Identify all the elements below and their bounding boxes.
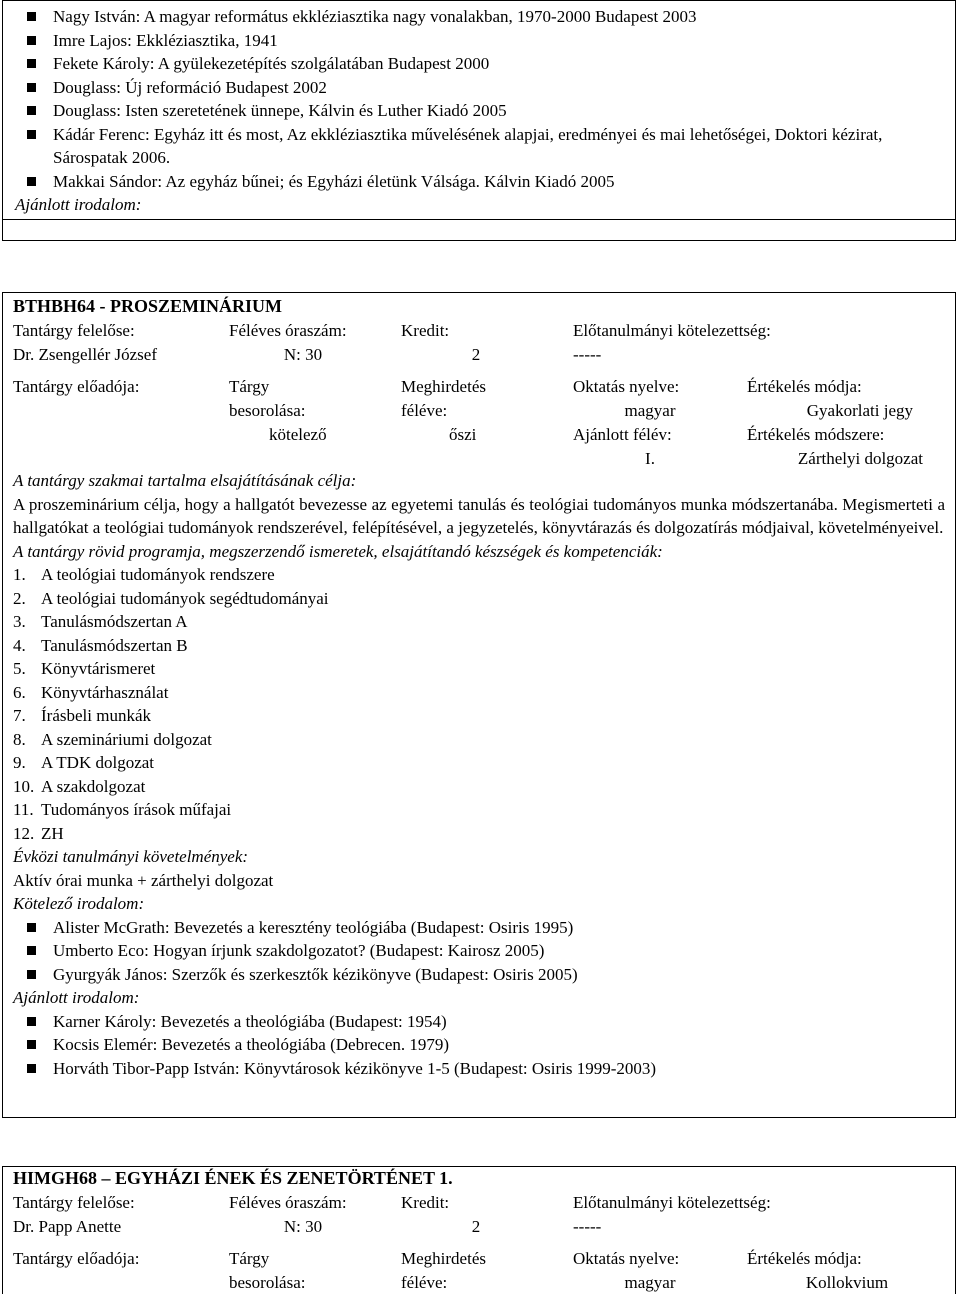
course2-responsible-label: Tantárgy felelőse: (13, 1193, 135, 1212)
reference-item (3, 170, 955, 194)
reference-item (3, 99, 955, 123)
course-heading: BTHBH64 - PROSZEMINÁRIUM (13, 296, 283, 316)
mandatory-literature-item (3, 939, 945, 963)
course2-evaluation-label: Értékelés módja: (747, 1249, 862, 1268)
recommended-literature-item-text: Karner Károly: Bevezetés a theológiába (Budapest: 1954) (53, 1011, 447, 1031)
prerequisite-label: Előtanulmányi kötelezettség: (573, 321, 771, 340)
reference-item-text: Nagy István: A magyar református ekkléziasztika nagy vonalakban, 1970-2000 Budapest 2003 (53, 7, 697, 26)
square-bullet-icon (27, 59, 36, 68)
program-item (13, 657, 945, 681)
course2-evaluation-value: Kollokvium (805, 1273, 889, 1292)
course2-language-value: magyar (624, 1273, 676, 1292)
reference-item-text: Imre Lajos: Ekkléziasztika, 1941 (53, 30, 278, 50)
evaluation-label: Értékelés módja: (747, 377, 862, 396)
course2-credit-value: 2 (471, 1217, 481, 1236)
square-bullet-icon (27, 177, 36, 186)
program-item-text: Tanulásmódszertan A (41, 612, 188, 631)
square-bullet-icon (27, 946, 36, 955)
program-item (13, 728, 945, 752)
course-info-grid (3, 293, 955, 469)
classification-label-line2: besorolása: (229, 401, 306, 420)
course2-classification-label-line1: Tárgy (229, 1249, 270, 1268)
course-box-proszeminarium (2, 292, 956, 1118)
program-item-text: A szemináriumi dolgozat (41, 729, 212, 749)
square-bullet-icon (27, 923, 36, 932)
recommended-literature-item (3, 1033, 945, 1057)
program-item-text: A teológiai tudományok rendszere (41, 565, 275, 584)
program-item (13, 587, 945, 611)
reference-item (3, 76, 955, 100)
evaluation-value: Gyakorlati jegy (806, 401, 913, 420)
program-item-number: 8. (13, 729, 26, 749)
classification-label-line1: Tárgy (229, 377, 270, 396)
recommended-literature-item-text: Kocsis Elemér: Bevezetés a theológiába (Debrecen. 1979) (53, 1035, 450, 1054)
course2-classification-label-line2: besorolása: (229, 1273, 306, 1292)
credit-label: Kredit: (401, 321, 450, 340)
lecturer-label: Tantárgy előadója: (13, 377, 140, 396)
credit-value: 2 (471, 345, 481, 364)
mandatory-literature-item-text: Umberto Eco: Hogyan írjunk szakdolgozatot? (Budapest: Kairosz 2005) (53, 941, 545, 960)
requirements-value: Aktív órai munka + zárthelyi dolgozat (13, 870, 274, 890)
recommended-literature-item-text: Horváth Tibor-Papp István: Könyvtárosok kézikönyve 1-5 (Budapest: Osiris 1999-2003) (53, 1058, 657, 1078)
program-item-number: 9. (13, 753, 26, 772)
program-item (13, 681, 945, 705)
mandatory-literature-item-text: Alister McGrath: Bevezetés a keresztény teológiába (Budapest: Osiris 1995) (53, 917, 574, 937)
course2-credit-label: Kredit: (401, 1193, 450, 1212)
course2-language-label: Oktatás nyelve: (573, 1249, 680, 1268)
square-bullet-icon (27, 1040, 36, 1049)
responsible-label: Tantárgy felelőse: (13, 321, 135, 340)
reference-item-text: Fekete Károly: A gyülekezetépítés szolgálatában Budapest 2000 (53, 54, 490, 73)
square-bullet-icon (27, 36, 36, 45)
program-item-text: Tudományos írások műfajai (41, 800, 232, 819)
aim-text: A proszeminárium célja, hogy a hallgatót bevezesse az egyetemi tanulás és teológiai tudományos munka módszertanába. Megismerteti a hallgatókat a teológiai tudományok rendszerével, felépítésével, a jegyzetelés, könyvtárazás és dolgozatírás módjaival, követelményeivel. (13, 494, 945, 537)
program-item-number: 1. (13, 565, 26, 584)
program-item-number: 12. (13, 823, 35, 843)
course2-announcement-label-line1: Meghirdetés (401, 1249, 486, 1268)
previous-recommended-empty-row (3, 219, 955, 242)
program-item (13, 798, 945, 822)
square-bullet-icon (27, 970, 36, 979)
recommended-literature-item (3, 1010, 945, 1034)
program-item (13, 775, 945, 799)
program-item-text: Írásbeli munkák (41, 706, 151, 725)
program-item-text: A teológiai tudományok segédtudományai (41, 588, 329, 608)
requirements-label: Évközi tanulmányi követelmények: (13, 847, 249, 866)
course-box-egyhazi-enek (2, 1166, 956, 1294)
hours-label: Féléves óraszám: (229, 321, 347, 340)
program-item (13, 822, 945, 846)
program-item (13, 610, 945, 634)
program-item-text: A TDK dolgozat (41, 753, 155, 772)
reference-item (3, 123, 955, 170)
program-item-number: 4. (13, 635, 26, 655)
reference-item-text: Kádár Ferenc: Egyház itt és most, Az ekkléziasztika művelésének alapjai, eredményei és mai lehetőségei, Doktori kézirat, Sárospatak 2006. (53, 124, 883, 167)
language-label: Oktatás nyelve: (573, 377, 680, 396)
program-item (13, 704, 945, 728)
reference-item (3, 29, 955, 53)
reference-item-text: Makkai Sándor: Az egyház bűnei; és Egyházi életünk Válsága. Kálvin Kiadó 2005 (53, 171, 615, 191)
course2-responsible-value: Dr. Papp Anette (13, 1217, 122, 1236)
mandatory-literature-item (3, 963, 945, 987)
course2-heading: HIMGH68 – EGYHÁZI ÉNEK ÉS ZENETÖRTÉNET 1. (13, 1168, 453, 1188)
course2-info-grid (3, 1167, 955, 1295)
square-bullet-icon (27, 130, 36, 139)
mandatory-literature-item-text: Gyurgyák János: Szerzők és szerkesztők kézikönyve (Budapest: Osiris 2005) (53, 964, 578, 984)
previous-course-reference-list (3, 1, 955, 193)
prerequisite-value: ----- (573, 345, 602, 364)
language-value: magyar (624, 401, 676, 420)
hours-value: N: 30 (283, 345, 323, 364)
program-item-number: 11. (13, 800, 34, 819)
course2-prerequisite-value: ----- (573, 1217, 602, 1236)
program-item-text: Tanulásmódszertan B (41, 635, 188, 655)
square-bullet-icon (27, 83, 36, 92)
program-item-number: 6. (13, 682, 26, 702)
recommended-semester-label: Ajánlott félév: (573, 425, 672, 444)
recommended-literature-label: Ajánlott irodalom: (13, 988, 140, 1007)
program-list (13, 563, 945, 845)
course2-hours-value: N: 30 (283, 1217, 323, 1236)
recommended-literature-item (3, 1057, 945, 1081)
announcement-label-line2: féléve: (401, 401, 448, 420)
square-bullet-icon (27, 1064, 36, 1073)
course2-lecturer-label: Tantárgy előadója: (13, 1249, 140, 1268)
program-item-number: 7. (13, 706, 26, 725)
aim-label: A tantárgy szakmai tartalma elsajátításának célja: (13, 471, 357, 490)
evaluation-method-value: Zárthelyi dolgozat (797, 449, 923, 468)
responsible-value: Dr. Zsengellér József (13, 345, 157, 364)
program-item-text: Könyvtárismeret (41, 659, 156, 678)
recommended-literature-list (3, 1010, 945, 1081)
mandatory-literature-list (3, 916, 945, 987)
program-item (13, 634, 945, 658)
program-item (13, 563, 945, 587)
program-item-number: 5. (13, 659, 26, 678)
course-body (3, 469, 955, 1080)
program-label: A tantárgy rövid programja, megszerzendő ismeretek, elsajátítandó készségek és kompetenciák: (13, 541, 663, 561)
mandatory-literature-label: Kötelező irodalom: (13, 894, 145, 913)
recommended-semester-value: I. (645, 449, 655, 468)
program-item-text: A szakdolgozat (41, 776, 146, 796)
course2-hours-label: Féléves óraszám: (229, 1193, 347, 1212)
reference-item-text: Douglass: Isten szeretetének ünnepe, Kálvin és Luther Kiadó 2005 (53, 101, 507, 120)
square-bullet-icon (27, 1017, 36, 1026)
program-item-number: 2. (13, 588, 26, 608)
program-item-number: 3. (13, 612, 26, 631)
reference-item (3, 52, 955, 76)
previous-course-box (2, 0, 956, 241)
classification-value: kötelező (269, 425, 327, 444)
previous-recommended-label: Ajánlott irodalom: (15, 195, 142, 214)
square-bullet-icon (27, 106, 36, 115)
program-item (13, 751, 945, 775)
course2-announcement-label-line2: féléve: (401, 1273, 448, 1292)
program-item-number: 10. (13, 776, 35, 796)
evaluation-method-label: Értékelés módszere: (747, 425, 885, 444)
reference-item (3, 5, 955, 29)
mandatory-literature-item (3, 916, 945, 940)
program-item-text: ZH (41, 823, 64, 843)
reference-item-text: Douglass: Új reformáció Budapest 2002 (53, 77, 327, 97)
square-bullet-icon (27, 12, 36, 21)
announcement-value: őszi (449, 425, 477, 444)
announcement-label-line1: Meghirdetés (401, 377, 486, 396)
program-item-text: Könyvtárhasználat (41, 682, 169, 702)
course2-prerequisite-label: Előtanulmányi kötelezettség: (573, 1193, 771, 1212)
